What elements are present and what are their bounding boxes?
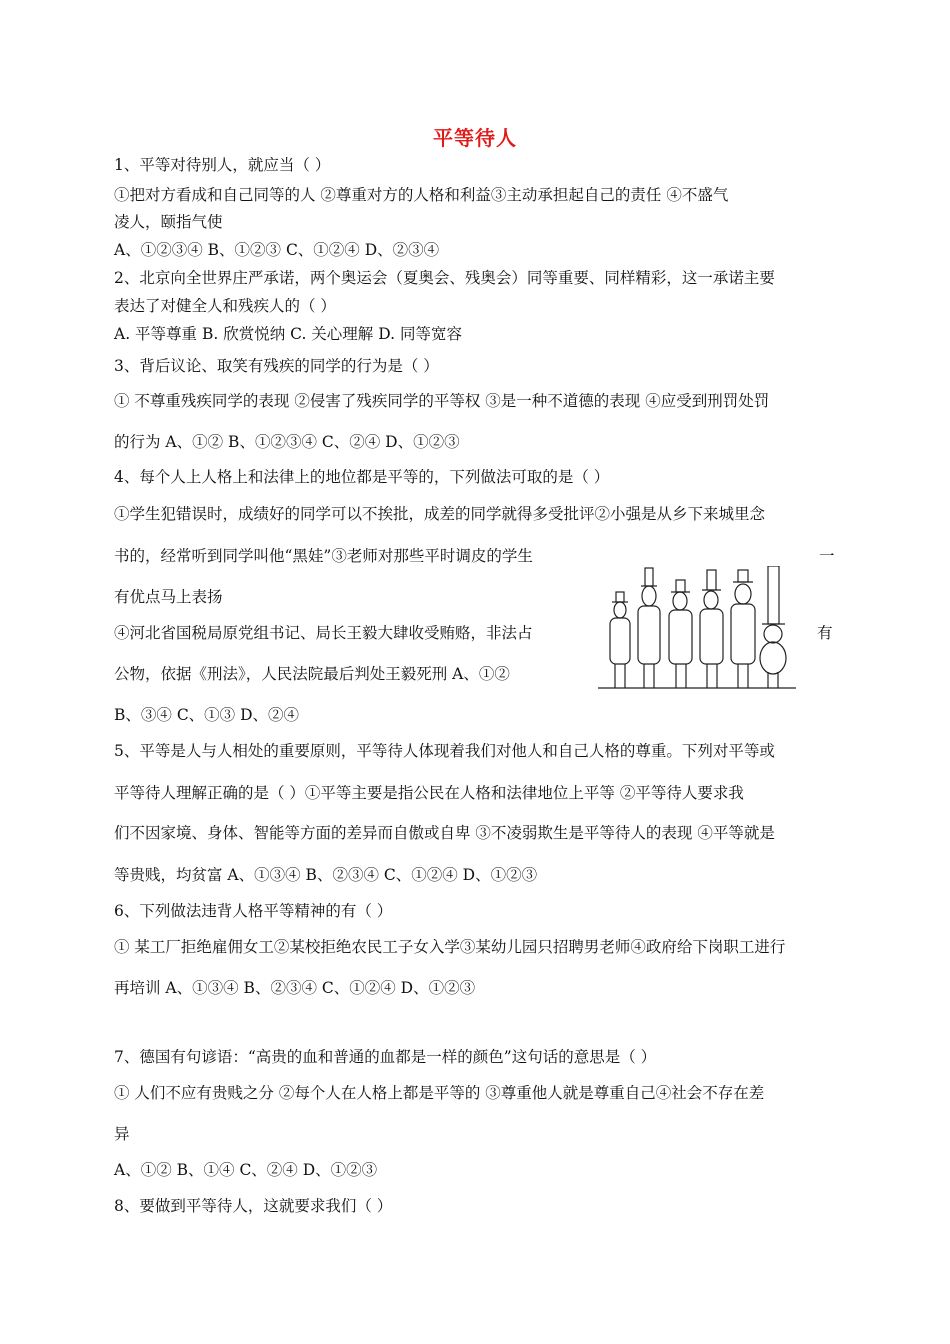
figure-2 [638,568,660,688]
question-7-options-line-2: 异 [114,1125,130,1143]
question-4-stem: 4、每个人上人格上和法律上的地位都是平等的，下列做法可取的是（ ） [114,468,610,486]
question-5-choices: 等贵贱，均贫富 A、①③④ B、②③④ C、①②④ D、①②③ [114,866,538,884]
question-7-choices: A、①② B、①④ C、②④ D、①②③ [114,1161,378,1179]
question-6-stem: 6、下列做法违背人格平等精神的有（ ） [114,902,393,920]
question-7-stem: 7、德国有句谚语：“高贵的血和普通的血都是一样的颜色”这句话的意思是（ ） [114,1048,657,1066]
figure-5 [731,570,755,688]
question-1-choices: A、①②③④ B、①②③ C、①②④ D、②③④ [114,241,440,259]
question-4-options-line-5: 公物，依据《刑法》，人民法院最后判处王毅死刑 A、①② [114,665,510,683]
question-4-options-line-3: 有优点马上表扬 [114,588,223,606]
page-title: 平等待人 [433,126,517,150]
question-6-options: ① 某工厂拒绝雇佣女工②某校拒绝农民工子女入学③某幼儿园只招聘男老师④政府给下岗职工进行 [114,938,786,956]
question-6-choices: 再培训 A、①③④ B、②③④ C、①②④ D、①②③ [114,979,476,997]
question-4-choices: B、③④ C、①③ D、②④ [114,706,300,724]
question-2-stem-line-1: 2、北京向全世界庄严承诺，两个奥运会（夏奥会、残奥会）同等重要、同样精彩，这一承诺主要 [114,269,775,287]
figure-4 [700,570,723,688]
question-4-fragment-right: 一 [819,547,835,565]
question-3-options: ① 不尊重残疾同学的表现 ②侵害了残疾同学的平等权 ③是一种不道德的表现 ④应受到刑罚处罚 [114,392,770,410]
figure-1 [610,592,630,688]
figure-6 [760,566,786,688]
question-2-choices: A. 平等尊重 B. 欣赏悦纳 C. 关心理解 D. 同等宽容 [114,325,462,343]
question-4-fragment-right-2: 有 [817,624,833,642]
question-5-stem-line-1: 5、平等是人与人相处的重要原则，平等待人体现着我们对他人和自己人格的尊重。下列对平等或 [114,742,775,760]
question-2-stem-line-2: 表达了对健全人和残疾人的（ ） [114,297,336,315]
figure-3 [669,580,692,688]
question-5-stem-line-2: 平等待人理解正确的是（ ）①平等主要是指公民在人格和法律地位上平等 ②平等待人要求我 [114,784,744,802]
question-4-options-line-4: ④河北省国税局原党组书记、局长王毅大肆收受贿赂，非法占 [114,624,533,642]
question-1-options-line-2: 凌人，颐指气使 [114,213,223,231]
question-4-options-line-2: 书的，经常听到同学叫他“黑娃”③老师对那些平时调皮的学生 [114,547,533,565]
question-1-stem: 1、平等对待别人，就应当（ ） [114,156,331,174]
question-3-stem: 3、背后议论、取笑有残疾的同学的行为是（ ） [114,357,439,375]
question-5-stem-line-3: 们不因家境、身体、智能等方面的差异而自傲或自卑 ③不凌弱欺生是平等待人的表现 ④平等就是 [114,824,775,842]
question-4-options-line-1: ①学生犯错误时，成绩好的同学可以不挨批，成差的同学就得多受批评②小强是从乡下来城里念 [114,505,766,523]
figures-with-hats-illustration [596,566,801,694]
question-8-stem: 8、要做到平等待人，这就要求我们（ ） [114,1197,393,1215]
question-7-options-line-1: ① 人们不应有贵贱之分 ②每个人在人格上都是平等的 ③尊重他人就是尊重自己④社会不存在差 [114,1084,765,1102]
question-3-choices: 的行为 A、①② B、①②③④ C、②④ D、①②③ [114,433,460,451]
question-1-options-line-1: ①把对方看成和自己同等的人 ②尊重对方的人格和利益③主动承担起自己的责任 ④不盛气 [114,186,729,204]
